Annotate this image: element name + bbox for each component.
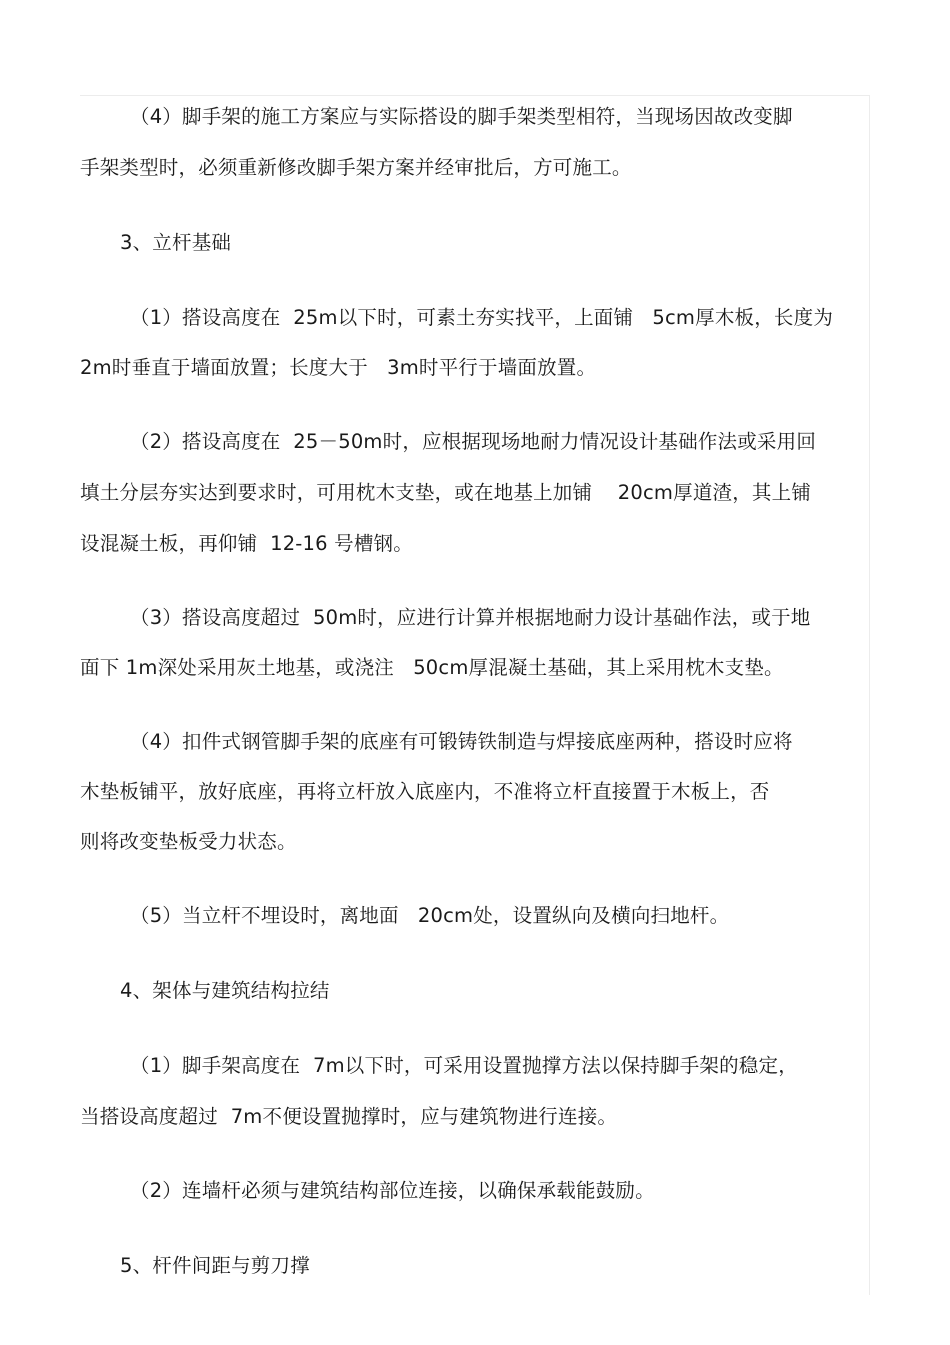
paragraph-line: 当搭设高度超过 7m不便设置抛撑时，应与建筑物进行连接。 (80, 1105, 618, 1128)
paragraph-line: 木垫板铺平，放好底座，再将立杆放入底座内，不准将立杆直接置于木板上，否 (80, 780, 770, 803)
paragraph-line: 2m时垂直于墙面放置；长度大于 3m时平行于墙面放置。 (80, 356, 597, 379)
paragraph-line: （5）当立杆不埋设时，离地面 20cm处，设置纵向及横向扫地杆。 (130, 904, 730, 927)
paragraph-line: 设混凝土板，再仰铺 12-16 号槽钢。 (80, 532, 413, 555)
paragraph-line: （1）脚手架高度在 7m以下时，可采用设置抛撑方法以保持脚手架的稳定， (130, 1054, 798, 1077)
paragraph-line: （2）搭设高度在 25－50m时，应根据现场地耐力情况设计基础作法或采用回 (130, 430, 817, 453)
paragraph-line: 手架类型时，必须重新修改脚手架方案并经审批后，方可施工。 (80, 156, 632, 179)
paragraph-line: （1）搭设高度在 25m以下时，可素土夯实找平，上面铺 5cm厚木板，长度为 (130, 306, 834, 329)
section-heading: 5、杆件间距与剪刀撑 (120, 1254, 310, 1277)
paragraph-line: （2）连墙杆必须与建筑结构部位连接，以确保承载能鼓励。 (130, 1179, 655, 1202)
paragraph-line: 填土分层夯实达到要求时，可用枕木支垫，或在地基上加铺 20cm厚道渣，其上铺 (80, 481, 812, 504)
paragraph-line: 面下 1m深处采用灰土地基，或浇注 50cm厚混凝土基础，其上采用枕木支垫。 (80, 656, 784, 679)
section-heading: 4、架体与建筑结构拉结 (120, 979, 330, 1002)
section-heading: 3、立杆基础 (120, 231, 232, 254)
paragraph-line: 则将改变垫板受力状态。 (80, 830, 297, 853)
paragraph-line: （3）搭设高度超过 50m时，应进行计算并根据地耐力设计基础作法，或于地 (130, 606, 811, 629)
paragraph-line: （4）扣件式钢管脚手架的底座有可锻铸铁制造与焊接底座两种，搭设时应将 (130, 730, 793, 753)
paragraph-line: （4）脚手架的施工方案应与实际搭设的脚手架类型相符，当现场因故改变脚 (130, 105, 793, 128)
